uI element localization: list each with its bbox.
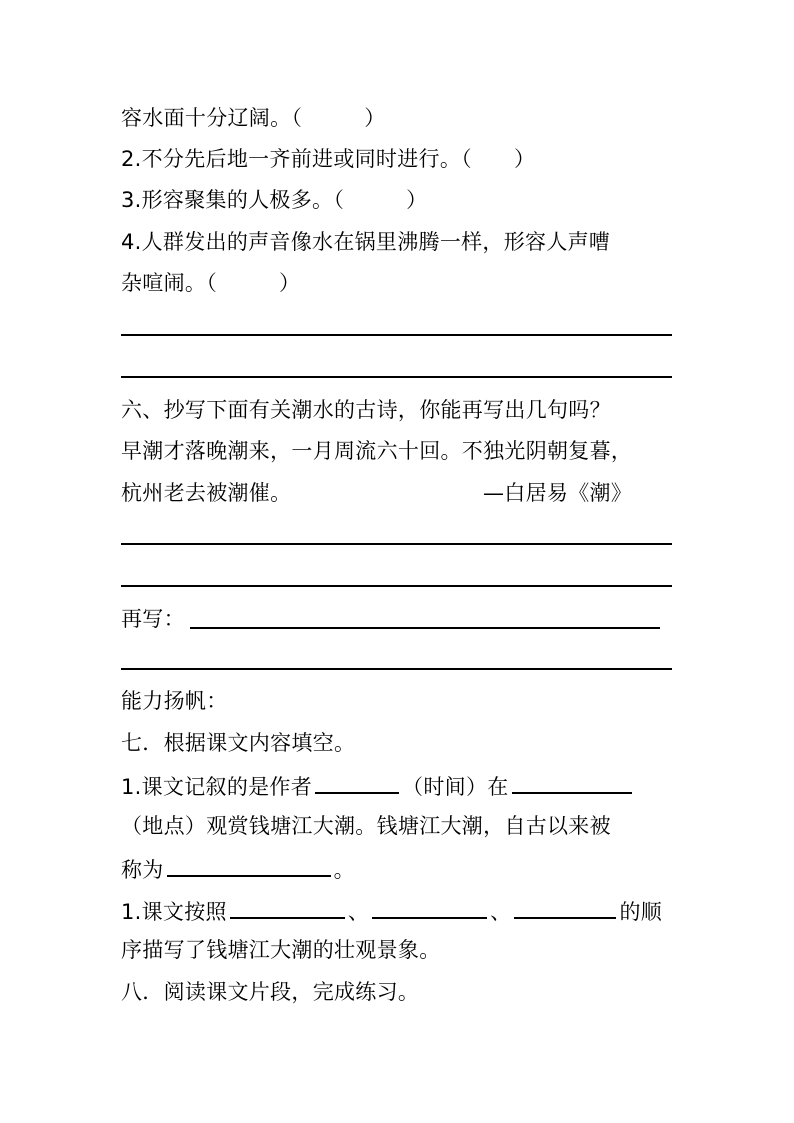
order-blank-2[interactable] [372, 895, 487, 919]
copy-line[interactable] [121, 543, 672, 545]
separator: 、 [347, 900, 370, 924]
q1-line-1 [121, 770, 635, 801]
poem-attribution: —白居易《潮》 [483, 481, 633, 505]
close-paren: ） [279, 271, 301, 295]
copy-line[interactable] [121, 585, 672, 587]
separator: 、 [490, 900, 512, 924]
q1-text: 1.课文记叙的是作者 [121, 775, 313, 799]
answer-line[interactable] [121, 376, 672, 378]
section-8-heading: 八．阅读课文片段，完成练习。 [121, 980, 420, 1004]
poem-line-2 [121, 479, 291, 507]
item-4-line-2 [121, 269, 300, 297]
q1-text: 。 [333, 858, 355, 882]
q1-line-3 [121, 853, 355, 884]
order-blank-1[interactable] [230, 895, 345, 919]
q1-line-2: （地点）观赏钱塘江大潮。钱塘江大潮，自古以来被 [121, 814, 611, 838]
item-2 [121, 145, 535, 173]
item-1-continuation [121, 104, 386, 132]
item-text: 2.不分先后地一齐前进或同时进行。（ [121, 147, 472, 171]
answer-line[interactable] [121, 334, 672, 336]
q2-text: 的顺 [619, 900, 663, 924]
rewrite-label: 再写： [121, 607, 185, 631]
name-blank[interactable] [167, 853, 331, 877]
item-text: 容水面十分辽阔。（ [121, 106, 303, 130]
ability-heading: 能力扬帆： [121, 689, 228, 713]
close-paren: ） [513, 147, 536, 171]
item-text: 杂喧闹。（ [121, 271, 217, 295]
q1-text: 称为 [121, 858, 164, 882]
rewrite-line[interactable] [190, 627, 660, 629]
item-text: 3.形容聚集的人极多。（ [121, 188, 345, 212]
section-7-heading: 七．根据课文内容填空。 [121, 731, 356, 755]
section-6-heading: 六、抄写下面有关潮水的古诗，你能再写出几句吗？ [121, 398, 611, 422]
q1-text: （时间）在 [402, 775, 509, 799]
q2-line-1 [121, 895, 662, 926]
poem-text: 杭州老去被潮催。 [121, 481, 292, 505]
poem-line-1: 早潮才落晚潮来，一月周流六十回。不独光阴朝复暮， [121, 439, 633, 463]
item-3 [121, 186, 427, 214]
time-blank[interactable] [315, 770, 399, 794]
close-paren: ） [406, 188, 428, 212]
q2-text: 1.课文按照 [121, 900, 227, 924]
rewrite-line-2[interactable] [121, 668, 672, 670]
item-4-line-1 [121, 228, 610, 256]
item-text: 4.人群发出的声音像水在锅里沸腾一样，形容人声嘈 [121, 230, 611, 254]
order-blank-3[interactable] [514, 895, 616, 919]
close-paren: ） [364, 106, 386, 130]
place-blank[interactable] [512, 770, 632, 794]
q2-line-2: 序描写了钱塘江大潮的壮观景象。 [121, 938, 441, 962]
